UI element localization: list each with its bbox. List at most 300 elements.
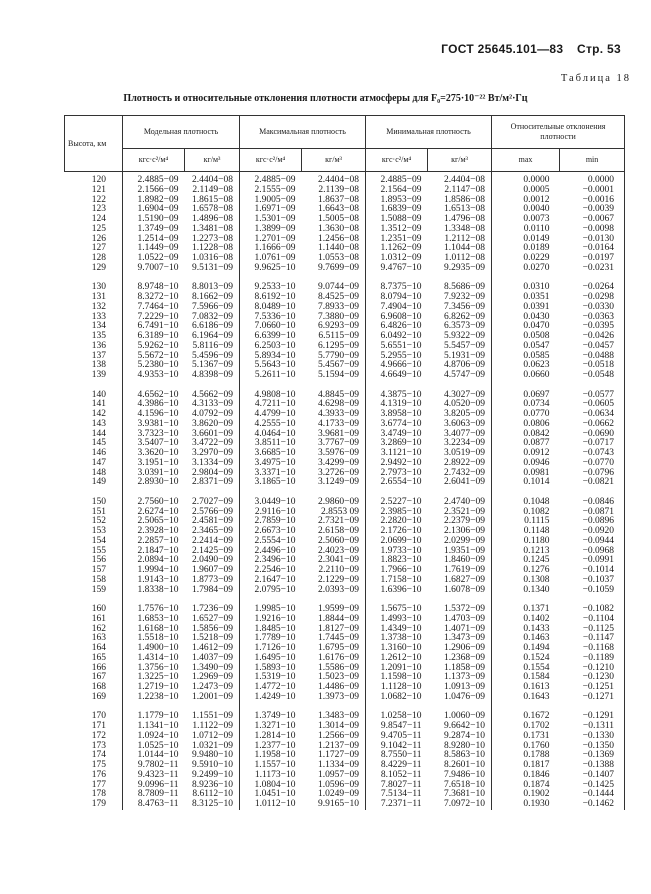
altitude-cell: 156 bbox=[65, 556, 123, 566]
max-kgc-cell: 3.1865−10 bbox=[254, 477, 296, 488]
rel-min-cell: −0.0991 bbox=[560, 556, 625, 566]
min-kg-cell: 1.6078−09 bbox=[428, 586, 492, 596]
min-kgc-cell: 1.3738−10 bbox=[380, 633, 422, 644]
max-density-header: Максимальная плотность bbox=[240, 116, 366, 149]
altitude-cell: 132 bbox=[65, 303, 123, 313]
altitude-cell: 157 bbox=[65, 566, 123, 576]
altitude-cell: 159 bbox=[65, 586, 123, 596]
altitude-cell: 148 bbox=[65, 469, 123, 479]
model-kgc-cell: 1.2238−10 bbox=[137, 691, 179, 702]
max-kgc-cell: 1.2814−10 bbox=[254, 730, 296, 741]
rel-max-cell: 0.1308 bbox=[523, 574, 550, 585]
max-kgc-cell: 1.7789−10 bbox=[254, 633, 296, 644]
rel-min-cell: −0.0605 bbox=[560, 400, 625, 410]
min-kg-cell: 7.9232−09 bbox=[428, 293, 492, 303]
altitude-cell: 151 bbox=[65, 508, 123, 518]
min-kgc-cell: 6.0492−10 bbox=[380, 331, 422, 341]
rel-max-cell: 0.0734 bbox=[523, 399, 550, 410]
max-kgc-cell: 4.7211−10 bbox=[254, 399, 296, 410]
rel-max-cell: 0.0310 bbox=[523, 282, 550, 293]
min-kg-cell: 1.4796−08 bbox=[428, 215, 492, 225]
altitude-cell: 154 bbox=[65, 537, 123, 547]
model-kg-cell: 2.7027−09 bbox=[185, 498, 240, 508]
min-kgc-cell: 2.2820−10 bbox=[380, 516, 422, 527]
altitude-cell: 150 bbox=[65, 498, 123, 508]
min-kgc-cell: 1.0682−10 bbox=[380, 691, 422, 702]
model-kg-cell: 1.1551−09 bbox=[185, 712, 240, 722]
rel-min-cell: −0.1230 bbox=[560, 673, 625, 683]
rel-min-cell: −0.1210 bbox=[560, 664, 625, 674]
rel-max-cell: 0.1340 bbox=[523, 584, 550, 595]
max-kgc-cell: 1.6495−10 bbox=[254, 652, 296, 663]
model-kg-cell: 2.9804−09 bbox=[185, 469, 240, 479]
model-kgc-cell: 8.3272−10 bbox=[137, 292, 179, 302]
min-kg-cell: 5.9322−09 bbox=[428, 332, 492, 342]
relative-deviation-header: Относительные отклонения плотности bbox=[492, 116, 625, 149]
rel-min-cell: −0.0039 bbox=[560, 205, 625, 215]
altitude-cell: 141 bbox=[65, 400, 123, 410]
min-kg-cell: 2.1147−08 bbox=[428, 186, 492, 196]
altitude-cell: 124 bbox=[65, 215, 123, 225]
model-kg-cell: 2.5766−09 bbox=[185, 508, 240, 518]
min-kgc-cell: 1.2091−10 bbox=[380, 662, 422, 673]
min-kg-cell: 1.1373−09 bbox=[428, 673, 492, 683]
max-kg-cell: 1.3014−09 bbox=[302, 722, 366, 732]
model-kgc-cell: 4.1596−10 bbox=[137, 409, 179, 419]
model-kgc-cell: 1.4900−10 bbox=[137, 643, 179, 653]
max-kgc-cell: 1.0451−10 bbox=[254, 789, 296, 800]
rel-min-cell: −0.1147 bbox=[560, 634, 625, 644]
min-kg-cell: 1.8460−09 bbox=[428, 556, 492, 566]
model-kg-cell: 5.1367−09 bbox=[185, 361, 240, 371]
rel-max-cell: 0.0508 bbox=[523, 331, 550, 341]
min-subheader: min bbox=[560, 149, 625, 172]
altitude-cell: 136 bbox=[65, 342, 123, 352]
table-row bbox=[65, 800, 625, 810]
min-kg-cell: 8.5863−10 bbox=[428, 751, 492, 761]
altitude-cell: 166 bbox=[65, 664, 123, 674]
min-density-header: Минимальная плотность bbox=[366, 116, 492, 149]
model-kg-cell: 9.2499−10 bbox=[185, 771, 240, 781]
altitude-cell: 128 bbox=[65, 254, 123, 264]
model-kg-cell: 1.8773−09 bbox=[185, 576, 240, 586]
altitude-cell: 155 bbox=[65, 547, 123, 557]
max-kgc-cell: 1.5301−09 bbox=[254, 214, 296, 224]
rel-min-cell: −0.1037 bbox=[560, 576, 625, 586]
min-kgc-cell: 3.2869−10 bbox=[380, 438, 422, 449]
max-kgc-cell: 1.1666−09 bbox=[254, 243, 296, 254]
model-kgc-cell: 1.5190−09 bbox=[137, 214, 179, 224]
min-kgc-cell: 3.6774−10 bbox=[380, 418, 422, 429]
rel-max-cell: 0.0770 bbox=[523, 409, 550, 419]
altitude-cell: 149 bbox=[65, 478, 123, 488]
model-kgc-cell: 2.5065−10 bbox=[137, 516, 179, 527]
min-kg-cell: 1.6513−08 bbox=[428, 205, 492, 215]
altitude-cell: 146 bbox=[65, 449, 123, 459]
min-kg-cell: 2.7432−09 bbox=[428, 469, 492, 479]
max-kgc-cell: 2.1555−09 bbox=[254, 184, 296, 195]
max-kg-cell: 1.0596−09 bbox=[302, 781, 366, 791]
altitude-header: Высота, км bbox=[65, 116, 123, 172]
rel-min-cell: −0.0457 bbox=[560, 342, 625, 352]
model-kgc-cell: 1.2514−09 bbox=[137, 233, 179, 244]
model-kg-cell: 3.6601−09 bbox=[185, 430, 240, 440]
rel-min-cell: −0.1189 bbox=[560, 654, 625, 664]
min-kg-cell: 9.2874−10 bbox=[428, 732, 492, 742]
model-kgc-cell: 3.9381−10 bbox=[137, 418, 179, 429]
min-kgc-cell: 2.4885−09 bbox=[380, 175, 422, 185]
model-kg-cell: 9.9480−10 bbox=[185, 751, 240, 761]
min-kgc-cell: 3.8958−10 bbox=[380, 409, 422, 419]
max-kg-cell: 2.2110−09 bbox=[302, 566, 366, 576]
max-kgc-cell: 4.4799−10 bbox=[254, 409, 296, 419]
max-kg-cell: 1.6176−09 bbox=[302, 654, 366, 664]
min-kg-cell: 2.4740−09 bbox=[428, 498, 492, 508]
model-density-header: Модельная плотность bbox=[123, 116, 240, 149]
model-kgc-cell: 2.0894−10 bbox=[137, 555, 179, 566]
model-kg-cell: 8.6112−10 bbox=[185, 790, 240, 800]
rel-min-cell: −0.0846 bbox=[560, 498, 625, 508]
max-kg-cell: 1.2566−09 bbox=[302, 732, 366, 742]
min-kgc-cell: 8.4229−11 bbox=[380, 760, 422, 770]
model-kg-cell: 2.8371−09 bbox=[185, 478, 240, 488]
min-kgc-cell: 1.8953−09 bbox=[380, 194, 422, 205]
rel-min-cell: −0.0717 bbox=[560, 439, 625, 449]
model-kgc-cell: 1.8338−10 bbox=[137, 584, 179, 595]
altitude-cell: 121 bbox=[65, 186, 123, 196]
model-kgc-cell: 2.4885−09 bbox=[137, 175, 179, 185]
rel-min-cell: −0.1444 bbox=[560, 790, 625, 800]
rel-max-cell: 0.0623 bbox=[523, 360, 550, 371]
altitude-cell: 170 bbox=[65, 712, 123, 722]
min-kgc-cell: 9.8547−11 bbox=[380, 721, 422, 731]
rel-min-cell: −0.0426 bbox=[560, 332, 625, 342]
density-table-wrapper bbox=[64, 115, 624, 810]
table-body bbox=[65, 172, 625, 810]
rel-max-cell: 0.0005 bbox=[523, 184, 550, 195]
min-kgc-cell: 1.2351−09 bbox=[380, 233, 422, 244]
max-kgc-cell: 9.2533−10 bbox=[254, 282, 296, 293]
model-kgc-cell: 2.3928−10 bbox=[137, 526, 179, 536]
min-kg-cell: 2.1306−09 bbox=[428, 527, 492, 537]
min-kg-cell: 1.5372−09 bbox=[428, 605, 492, 615]
altitude-cell: 147 bbox=[65, 459, 123, 469]
rel-max-cell: 0.1731 bbox=[523, 730, 550, 741]
altitude-cell: 165 bbox=[65, 654, 123, 664]
model-kg-cell: 1.2273−08 bbox=[185, 235, 240, 245]
rel-max-cell: 0.1930 bbox=[523, 799, 550, 809]
min-kgc-cell: 1.8823−10 bbox=[380, 555, 422, 566]
max-kg-cell: 1.3483−09 bbox=[302, 712, 366, 722]
model-kg-cell: 1.2969−09 bbox=[185, 673, 240, 683]
max-kg-cell: 4.6298−09 bbox=[302, 400, 366, 410]
min-kg-cell: 1.3348−08 bbox=[428, 225, 492, 235]
max-kgc-cell: 1.5893−10 bbox=[254, 662, 296, 673]
rel-max-cell: 0.0351 bbox=[523, 292, 550, 302]
rel-min-cell: −0.1271 bbox=[560, 693, 625, 703]
model-kg-cell: 6.1964−09 bbox=[185, 332, 240, 342]
unit-header: кгс·с²/м⁴ bbox=[366, 149, 428, 172]
min-kg-cell: 1.8586−08 bbox=[428, 196, 492, 206]
model-kgc-cell: 5.9262−10 bbox=[137, 340, 179, 351]
rel-min-cell: −0.1407 bbox=[560, 771, 625, 781]
rel-max-cell: 0.0547 bbox=[523, 340, 550, 351]
min-kg-cell: 4.8706−09 bbox=[428, 361, 492, 371]
altitude-cell: 160 bbox=[65, 605, 123, 615]
model-kgc-cell: 1.7576−10 bbox=[137, 604, 179, 614]
rel-max-cell: 0.0660 bbox=[523, 370, 550, 380]
model-kg-cell: 9.5910−10 bbox=[185, 761, 240, 771]
max-kg-cell: 1.6795−09 bbox=[302, 644, 366, 654]
max-kg-cell: 1.6643−08 bbox=[302, 205, 366, 215]
model-kgc-cell: 9.0996−11 bbox=[137, 779, 179, 790]
min-kg-cell: 7.3456−09 bbox=[428, 303, 492, 313]
rel-min-cell: −0.1251 bbox=[560, 683, 625, 693]
max-kg-cell: 1.4486−09 bbox=[302, 683, 366, 693]
model-kg-cell: 9.5131−09 bbox=[185, 264, 240, 274]
altitude-cell: 178 bbox=[65, 790, 123, 800]
min-kg-cell: 1.4703−09 bbox=[428, 615, 492, 625]
max-kgc-cell: 1.7126−10 bbox=[254, 643, 296, 653]
rel-max-cell: 0.0806 bbox=[523, 418, 550, 429]
rel-max-cell: 0.1817 bbox=[523, 760, 550, 770]
rel-max-cell: 0.1554 bbox=[523, 662, 550, 673]
min-kgc-cell: 1.4993−10 bbox=[380, 613, 422, 624]
model-kgc-cell: 3.3620−10 bbox=[137, 448, 179, 458]
rel-max-cell: 0.1494 bbox=[523, 643, 550, 653]
min-kgc-cell: 1.1128−10 bbox=[380, 682, 422, 692]
max-kg-cell: 2.4404−08 bbox=[302, 172, 366, 186]
model-kg-cell: 1.6527−09 bbox=[185, 615, 240, 625]
rel-max-cell: 0.0842 bbox=[523, 428, 550, 439]
model-kgc-cell: 1.0525−10 bbox=[137, 740, 179, 751]
min-kg-cell: 9.6642−10 bbox=[428, 722, 492, 732]
max-kgc-cell: 1.9985−10 bbox=[254, 604, 296, 614]
min-kg-cell: 1.0060−09 bbox=[428, 712, 492, 722]
min-kgc-cell: 8.7550−11 bbox=[380, 750, 422, 761]
altitude-cell: 120 bbox=[65, 172, 123, 186]
model-kgc-cell: 1.9143−10 bbox=[137, 574, 179, 585]
model-kg-cell: 1.7236−09 bbox=[185, 605, 240, 615]
model-kg-cell: 8.3125−10 bbox=[185, 800, 240, 810]
rel-min-cell: −0.0395 bbox=[560, 322, 625, 332]
rel-min-cell: −0.0690 bbox=[560, 430, 625, 440]
min-kg-cell: 7.0972−10 bbox=[428, 800, 492, 810]
model-kg-cell: 7.0832−09 bbox=[185, 313, 240, 323]
model-kg-cell: 8.8013−09 bbox=[185, 283, 240, 293]
max-kgc-cell: 3.0449−10 bbox=[254, 496, 296, 507]
max-kgc-cell: 1.9216−10 bbox=[254, 613, 296, 624]
rel-min-cell: −0.0197 bbox=[560, 254, 625, 264]
model-kg-cell: 3.2970−09 bbox=[185, 449, 240, 459]
model-kg-cell: 2.1425−09 bbox=[185, 547, 240, 557]
rel-min-cell: −0.1330 bbox=[560, 732, 625, 742]
altitude-cell: 177 bbox=[65, 781, 123, 791]
rel-min-cell: −0.1425 bbox=[560, 781, 625, 791]
rel-max-cell: 0.0270 bbox=[523, 262, 550, 273]
altitude-cell: 171 bbox=[65, 722, 123, 732]
max-kg-cell: 2.0393−09 bbox=[302, 586, 366, 596]
max-kgc-cell: 4.0464−10 bbox=[254, 428, 296, 439]
model-kg-cell: 2.4581−09 bbox=[185, 517, 240, 527]
min-kg-cell: 3.4077−09 bbox=[428, 430, 492, 440]
altitude-cell: 161 bbox=[65, 615, 123, 625]
max-kgc-cell: 2.4496−10 bbox=[254, 545, 296, 556]
max-kg-cell: 2.5060−09 bbox=[302, 537, 366, 547]
max-kgc-cell: 1.0112−10 bbox=[254, 799, 296, 809]
rel-min-cell: −0.0796 bbox=[560, 469, 625, 479]
rel-min-cell: −0.1014 bbox=[560, 566, 625, 576]
rel-max-cell: 0.1584 bbox=[523, 672, 550, 683]
max-kgc-cell: 1.8485−10 bbox=[254, 623, 296, 634]
min-kgc-cell: 1.7158−10 bbox=[380, 574, 422, 585]
min-kgc-cell: 7.2371−11 bbox=[380, 799, 422, 809]
max-kgc-cell: 3.4975−10 bbox=[254, 457, 296, 468]
min-kgc-cell: 9.1042−11 bbox=[380, 740, 422, 751]
rel-min-cell: −0.0944 bbox=[560, 537, 625, 547]
page-header bbox=[431, 42, 621, 56]
max-kgc-cell: 1.6971−09 bbox=[254, 204, 296, 215]
rel-min-cell: −0.0871 bbox=[560, 508, 625, 518]
max-kg-cell: 5.4567−09 bbox=[302, 361, 366, 371]
min-kgc-cell: 2.0699−10 bbox=[380, 535, 422, 546]
min-kg-cell: 2.0299−09 bbox=[428, 537, 492, 547]
max-kgc-cell: 1.2377−10 bbox=[254, 740, 296, 751]
max-kgc-cell: 2.1647−10 bbox=[254, 574, 296, 585]
model-kgc-cell: 3.7323−10 bbox=[137, 428, 179, 439]
max-kgc-cell: 2.4885−09 bbox=[254, 175, 296, 185]
max-kg-cell: 1.0553−08 bbox=[302, 254, 366, 264]
rel-min-cell: −0.1291 bbox=[560, 712, 625, 722]
max-kg-cell: 3.5976−09 bbox=[302, 449, 366, 459]
max-kg-cell: 7.3880−09 bbox=[302, 313, 366, 323]
min-kgc-cell: 7.5134−11 bbox=[380, 789, 422, 800]
max-kg-cell: 9.0744−09 bbox=[302, 283, 366, 293]
max-kgc-cell: 8.0489−10 bbox=[254, 301, 296, 312]
rel-min-cell: −0.1125 bbox=[560, 625, 625, 635]
max-kgc-cell: 2.7859−10 bbox=[254, 516, 296, 527]
model-kgc-cell: 1.8982−09 bbox=[137, 194, 179, 205]
min-kgc-cell: 7.8027−11 bbox=[380, 779, 422, 790]
min-kgc-cell: 3.1121−10 bbox=[380, 448, 422, 458]
min-kgc-cell: 2.9492−10 bbox=[380, 457, 422, 468]
altitude-cell: 164 bbox=[65, 644, 123, 654]
min-kgc-cell: 9.4767−10 bbox=[380, 262, 422, 273]
max-kgc-cell: 9.9625−10 bbox=[254, 262, 296, 273]
rel-min-cell: −0.0518 bbox=[560, 361, 625, 371]
max-kgc-cell: 2.0795−10 bbox=[254, 584, 296, 595]
table-row bbox=[65, 264, 625, 274]
altitude-cell: 179 bbox=[65, 800, 123, 810]
table-row bbox=[65, 586, 625, 596]
min-kg-cell: 5.5457−09 bbox=[428, 342, 492, 352]
rel-max-cell: 0.1115 bbox=[524, 516, 550, 527]
altitude-cell: 129 bbox=[65, 264, 123, 274]
model-kg-cell: 1.8615−08 bbox=[185, 196, 240, 206]
table-row bbox=[65, 478, 625, 488]
rel-min-cell: −0.0548 bbox=[560, 371, 625, 381]
min-kgc-cell: 5.6551−10 bbox=[380, 340, 422, 351]
max-kg-cell: 3.9681−09 bbox=[302, 430, 366, 440]
min-kg-cell: 1.9351−09 bbox=[428, 547, 492, 557]
rel-max-cell: 0.0110 bbox=[523, 223, 550, 234]
rel-min-cell: −0.0662 bbox=[560, 420, 625, 430]
rel-min-cell: −0.1388 bbox=[560, 761, 625, 771]
min-kg-cell: 4.5747−09 bbox=[428, 371, 492, 381]
max-kg-cell: 2.1139−08 bbox=[302, 186, 366, 196]
max-kg-cell: 4.1733−09 bbox=[302, 420, 366, 430]
rel-max-cell: 0.1874 bbox=[523, 779, 550, 790]
altitude-cell: 135 bbox=[65, 332, 123, 342]
model-kg-cell: 3.4722−09 bbox=[185, 439, 240, 449]
model-kg-cell: 2.1149−08 bbox=[185, 186, 240, 196]
max-kgc-cell: 1.1173−10 bbox=[254, 769, 296, 780]
model-kgc-cell: 3.0391−10 bbox=[137, 467, 179, 478]
min-kg-cell: 5.1931−09 bbox=[428, 352, 492, 362]
model-kg-cell: 1.6578−08 bbox=[185, 205, 240, 215]
max-kg-cell: 9.9165−10 bbox=[302, 800, 366, 810]
rel-min-cell: −0.1168 bbox=[560, 644, 625, 654]
model-kg-cell: 4.5662−09 bbox=[185, 391, 240, 401]
model-kgc-cell: 1.1779−10 bbox=[137, 711, 179, 722]
model-kg-cell: 4.3133−09 bbox=[185, 400, 240, 410]
rel-max-cell: 0.1672 bbox=[523, 711, 550, 722]
rel-min-cell: −0.1369 bbox=[560, 751, 625, 761]
model-kgc-cell: 6.3189−10 bbox=[137, 331, 179, 341]
model-kgc-cell: 9.7007−10 bbox=[137, 262, 179, 273]
model-kg-cell: 1.0712−09 bbox=[185, 732, 240, 742]
rel-max-cell: 0.0430 bbox=[523, 311, 550, 322]
max-kgc-cell: 1.4249−10 bbox=[254, 691, 296, 702]
rel-min-cell: −0.0743 bbox=[560, 449, 625, 459]
model-kg-cell: 1.1122−09 bbox=[185, 722, 240, 732]
model-kgc-cell: 1.0522−09 bbox=[137, 253, 179, 263]
min-kgc-cell: 2.3985−10 bbox=[380, 506, 422, 517]
min-kgc-cell: 2.6554−10 bbox=[380, 477, 422, 488]
max-kg-cell: 2.1229−09 bbox=[302, 576, 366, 586]
min-kgc-cell: 1.1262−09 bbox=[380, 243, 422, 254]
altitude-cell: 125 bbox=[65, 225, 123, 235]
max-kg-cell: 1.5023−09 bbox=[302, 673, 366, 683]
model-kgc-cell: 2.6274−10 bbox=[137, 506, 179, 517]
rel-min-cell: −0.0264 bbox=[560, 283, 625, 293]
min-kgc-cell: 9.4705−11 bbox=[380, 730, 422, 741]
rel-max-cell: 0.1245 bbox=[523, 555, 550, 566]
altitude-cell: 131 bbox=[65, 293, 123, 303]
max-kgc-cell: 6.2503−10 bbox=[254, 340, 296, 351]
altitude-cell: 138 bbox=[65, 361, 123, 371]
model-kg-cell: 1.0321−09 bbox=[185, 742, 240, 752]
max-kg-cell: 3.7767−09 bbox=[302, 439, 366, 449]
min-kg-cell: 8.2601−10 bbox=[428, 761, 492, 771]
rel-min-cell: 0.0000 bbox=[560, 172, 625, 186]
max-kg-cell: 2.3041−09 bbox=[302, 556, 366, 566]
rel-max-cell: 0.0877 bbox=[523, 438, 550, 449]
min-kg-cell: 1.2112−08 bbox=[428, 235, 492, 245]
model-kgc-cell: 4.6562−10 bbox=[137, 389, 179, 400]
rel-max-cell: 0.1148 bbox=[523, 526, 550, 536]
min-kg-cell: 1.1044−08 bbox=[428, 244, 492, 254]
table-row bbox=[65, 172, 625, 186]
rel-min-cell: −0.0634 bbox=[560, 410, 625, 420]
max-kg-cell: 2.8553 09 bbox=[302, 508, 366, 518]
rel-max-cell: 0.0470 bbox=[523, 321, 550, 332]
altitude-cell: 142 bbox=[65, 410, 123, 420]
min-kgc-cell: 3.4749−10 bbox=[380, 428, 422, 439]
max-kgc-cell: 1.9005−09 bbox=[254, 194, 296, 205]
max-kg-cell: 9.7699−09 bbox=[302, 264, 366, 274]
altitude-cell: 172 bbox=[65, 732, 123, 742]
